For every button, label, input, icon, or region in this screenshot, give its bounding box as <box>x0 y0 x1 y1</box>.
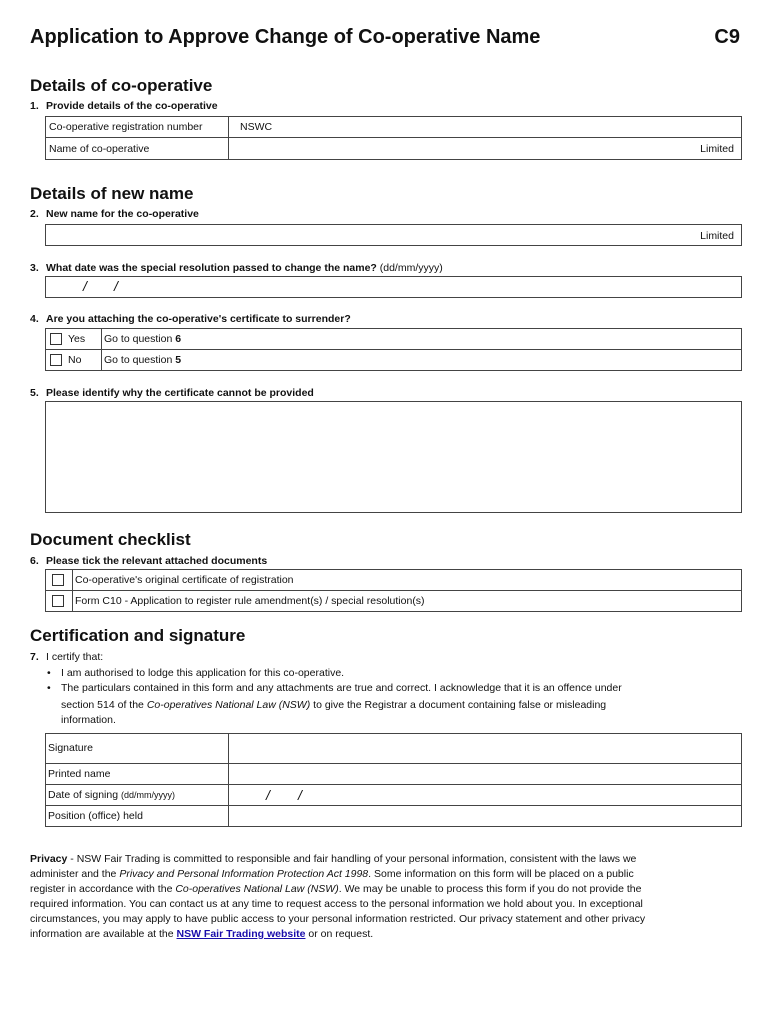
doc2-label: Form C10 - Application to register rule amendment(s) / special resolution(s) <box>75 595 425 607</box>
date-format-hint: (dd/mm/yyyy) <box>379 262 443 274</box>
position-label-cell <box>45 805 229 827</box>
yes-checkbox[interactable] <box>50 333 62 345</box>
reg-number-label-cell <box>45 116 229 138</box>
coop-name-suffix: Limited <box>700 143 734 155</box>
question-7 <box>30 651 103 663</box>
new-name-suffix: Limited <box>700 230 734 242</box>
doc2-cell <box>72 590 742 612</box>
doc1-label: Co-operative's original certificate of registration <box>75 574 294 586</box>
bullet-marker: • <box>47 667 51 679</box>
resolution-date-field[interactable] <box>45 276 742 298</box>
question-number: 7. <box>30 651 39 663</box>
form-code: C9 <box>714 26 740 48</box>
bullet-marker: • <box>47 682 51 694</box>
privacy-line: required information. You can contact us at any time to request access to the personal information we hold about you. In exceptional <box>30 898 643 910</box>
coop-name-label: Name of co-operative <box>49 143 150 155</box>
privacy-line: Privacy - NSW Fair Trading is committed to responsible and fair handling of your personal information, consistent with the laws we <box>30 853 637 865</box>
question-number: 3. <box>30 262 39 274</box>
question-text: Please identify why the certificate cannot be provided <box>46 387 314 399</box>
question-number: 4. <box>30 313 39 325</box>
privacy-line: information are available at the NSW Fair Trading website or on request. <box>30 928 374 940</box>
no-option-cell[interactable] <box>45 349 102 371</box>
question-text: I certify that: <box>46 651 104 663</box>
date-signing-field[interactable] <box>228 784 742 806</box>
doc1-cell <box>72 569 742 591</box>
coop-name-field[interactable] <box>228 137 742 160</box>
question-text: New name for the co-operative <box>46 208 199 220</box>
certify-bullet-2-line1: The particulars contained in this form and any attachments are true and correct. I acknowledge that it is an offence under <box>61 682 622 694</box>
doc1-checkbox[interactable] <box>52 574 64 586</box>
position-label: Position (office) held <box>48 810 143 822</box>
yes-instruction-cell <box>101 328 742 350</box>
question-3 <box>30 262 443 274</box>
question-text: Are you attaching the co-operative's certificate to surrender? <box>46 313 351 325</box>
date-separator: / <box>298 787 302 803</box>
no-checkbox[interactable] <box>50 354 62 366</box>
coop-name-label-cell <box>45 137 229 160</box>
date-signing-label: Date of signing (dd/mm/yyyy) <box>48 789 175 801</box>
reg-number-field[interactable] <box>228 116 742 138</box>
certify-bullet-2-line2: section 514 of the Co-operatives National Law (NSW) to give the Registrar a document containing false or misleading <box>61 699 607 711</box>
privacy-line: register in accordance with the Co-operatives National Law (NSW). We may be unable to process this form if you do not provide the <box>30 883 642 895</box>
question-number: 1. <box>30 100 39 112</box>
date-separator: / <box>83 278 87 294</box>
certificate-reason-textarea[interactable] <box>45 401 742 513</box>
question-6 <box>30 555 267 567</box>
question-5 <box>30 387 314 399</box>
privacy-line: administer and the Privacy and Personal Information Protection Act 1998. Some information on this form will be placed on a public <box>30 868 634 880</box>
yes-label: Yes <box>68 333 86 345</box>
doc2-checkbox[interactable] <box>52 595 64 607</box>
date-separator: / <box>114 278 118 294</box>
question-text: What date was the special resolution passed to change the name? <box>46 262 377 274</box>
date-separator: / <box>266 787 270 803</box>
certify-bullet-2-line3: information. <box>61 714 116 726</box>
no-label: No <box>68 354 82 366</box>
question-1 <box>30 100 218 112</box>
reg-number-label: Co-operative registration number <box>49 121 203 133</box>
printed-name-field[interactable] <box>228 763 742 785</box>
signature-label-cell <box>45 733 229 764</box>
section-heading-new-name: Details of new name <box>30 184 194 203</box>
question-text: Please tick the relevant attached documents <box>46 555 268 567</box>
certify-bullet-1: I am authorised to lodge this application for this co-operative. <box>61 667 345 679</box>
signature-field[interactable] <box>228 733 742 764</box>
reg-number-prefix: NSWC <box>240 121 273 133</box>
doc1-check-cell[interactable] <box>45 569 73 591</box>
yes-option-cell[interactable] <box>45 328 102 350</box>
privacy-statement <box>30 852 745 942</box>
no-instruction-cell <box>101 349 742 371</box>
new-name-field[interactable] <box>45 224 742 246</box>
signature-label: Signature <box>48 742 93 754</box>
section-heading-cooperative: Details of co-operative <box>30 76 213 95</box>
position-field[interactable] <box>228 805 742 827</box>
section-heading-certification: Certification and signature <box>30 626 246 645</box>
fair-trading-website-link[interactable]: NSW Fair Trading website <box>176 928 306 940</box>
question-number: 2. <box>30 208 39 220</box>
yes-instruction: Go to question 6 <box>104 333 182 345</box>
question-number: 5. <box>30 387 39 399</box>
printed-name-label: Printed name <box>48 768 111 780</box>
question-number: 6. <box>30 555 39 567</box>
form-title: Application to Approve Change of Co-operative Name <box>30 26 541 48</box>
question-text: Provide details of the co-operative <box>46 100 218 112</box>
section-heading-checklist: Document checklist <box>30 530 191 549</box>
doc2-check-cell[interactable] <box>45 590 73 612</box>
privacy-line: circumstances, you may apply to have public access to your personal information restricted. Our privacy statement and other privacy <box>30 913 646 925</box>
date-signing-label-cell <box>45 784 229 806</box>
question-2 <box>30 208 199 220</box>
question-4 <box>30 313 351 325</box>
no-instruction: Go to question 5 <box>104 354 182 366</box>
printed-name-label-cell <box>45 763 229 785</box>
